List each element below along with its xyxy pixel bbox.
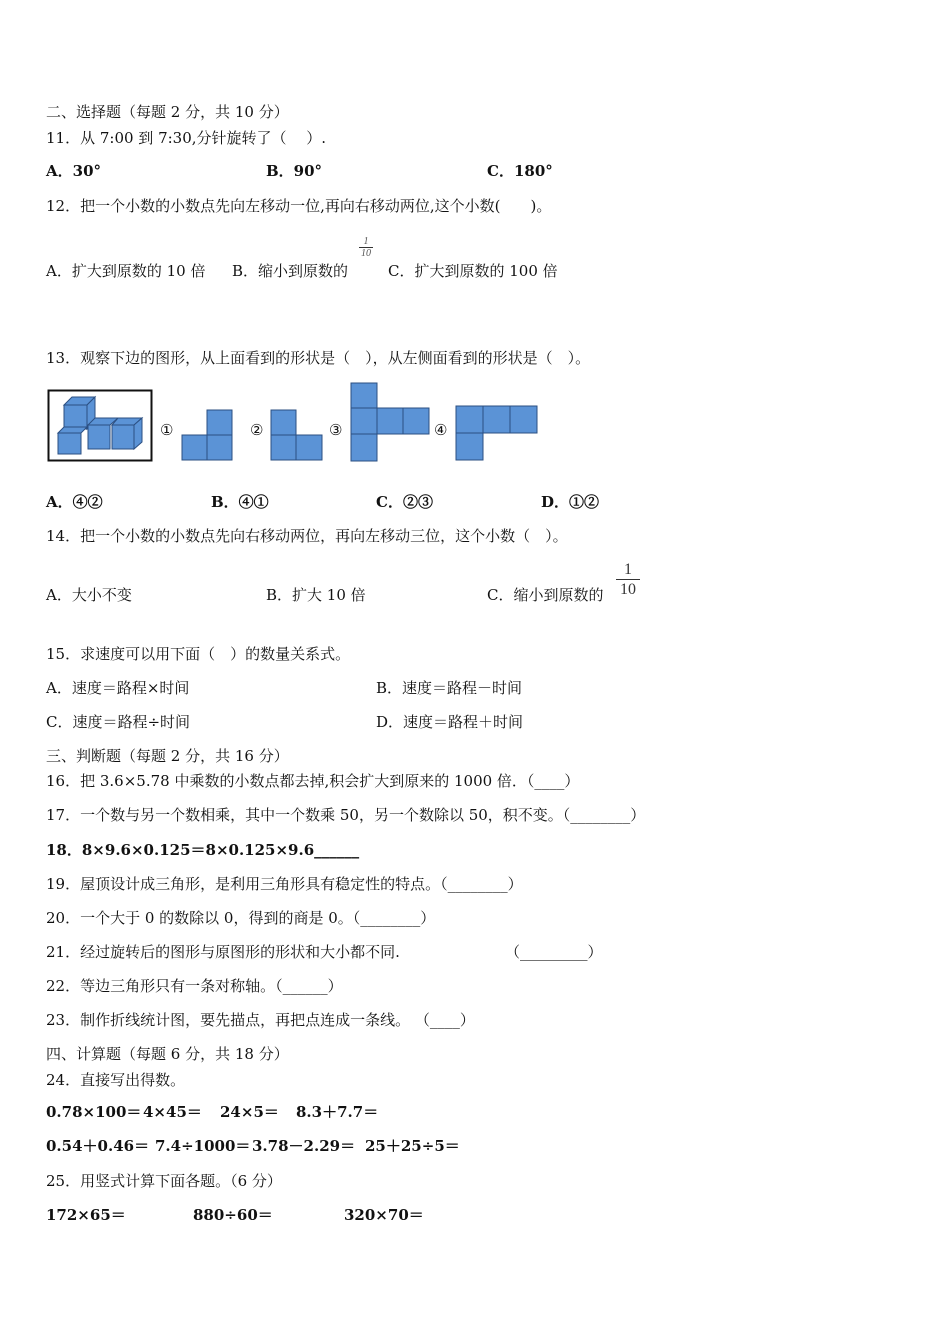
q24-item: 3.78－2.29＝ — [252, 1137, 356, 1155]
view-label-1: ① — [160, 421, 174, 439]
q23-statement: 23．制作折线统计图，要先描点，再把点连成一条线。 （____） — [46, 1011, 475, 1029]
view-shape-2 — [271, 410, 322, 460]
q22-statement: 22．等边三角形只有一条对称轴。（______） — [46, 977, 343, 995]
q24-item: 24×5＝ — [220, 1103, 279, 1121]
q11-option-c: C．180° — [487, 162, 553, 180]
q18-statement: 18．8×9.6×0.125＝8×0.125×9.6______ — [46, 841, 360, 859]
q24-stem: 24．直接写出得数。 — [46, 1071, 186, 1089]
q15-option-b: B．速度＝路程－时间 — [376, 679, 523, 697]
q17-statement: 17．一个数与另一个数相乘，其中一个数乘 50，另一个数除以 50，积不变。（________） — [46, 806, 646, 824]
q14-option-b: B．扩大 10 倍 — [266, 586, 366, 604]
q25-item: 172×65＝ — [46, 1206, 126, 1224]
section-3-heading: 三、判断题（每题 2 分，共 16 分） — [46, 747, 289, 765]
q25-item: 320×70＝ — [344, 1206, 424, 1224]
q14-option-a: A．大小不变 — [46, 586, 132, 604]
q14-fraction-denominator: 10 — [620, 581, 636, 598]
q11-option-b: B．90° — [266, 162, 323, 180]
q24-item: 0.78×100＝ — [46, 1103, 142, 1121]
q13-option-c: C．②③ — [376, 493, 433, 511]
q15-option-d: D．速度＝路程＋时间 — [376, 713, 524, 731]
q21-statement: 21．经过旋转后的图形与原图形的形状和大小都不同. — [46, 943, 400, 961]
q24-item: 25＋25÷5＝ — [365, 1137, 460, 1155]
q11-option-a: A．30° — [46, 162, 102, 180]
q24-item: 0.54＋0.46＝ — [46, 1137, 150, 1155]
q12-option-a: A．扩大到原数的 10 倍 — [46, 262, 206, 280]
section-4-heading: 四、计算题（每题 6 分，共 18 分） — [46, 1045, 289, 1063]
q14-option-c: C．缩小到原数的 — [487, 586, 604, 604]
q14-fraction-numerator: 1 — [624, 561, 632, 578]
q19-statement: 19．屋顶设计成三角形，是利用三角形具有稳定性的特点。（________） — [46, 875, 523, 893]
q20-statement: 20．一个大于 0 的数除以 0，得到的商是 0。（________） — [46, 909, 436, 927]
q24-item: 8.3＋7.7＝ — [296, 1103, 379, 1121]
q13-option-b: B．④① — [211, 493, 269, 511]
q12-option-b: B．缩小到原数的 — [232, 262, 349, 280]
q16-statement: 16．把 3.6×5.78 中乘数的小数点都去掉,积会扩大到原来的 1000 倍．（____） — [46, 772, 580, 790]
q11-stem: 11．从 7:00 到 7:30,分针旋转了（ ）. — [46, 129, 327, 147]
view-label-2: ② — [250, 421, 264, 439]
section-2-heading: 二、选择题（每题 2 分，共 10 分） — [46, 103, 289, 121]
q12-fraction-numerator: 1 — [363, 236, 369, 247]
q15-option-a: A．速度＝路程×时间 — [46, 679, 190, 697]
view-label-4: ④ — [434, 421, 448, 439]
q12-fraction-denominator: 10 — [361, 248, 371, 259]
q12-stem: 12．把一个小数的小数点先向左移动一位,再向右移动两位,这个小数( )。 — [46, 197, 552, 215]
q14-stem: 14．把一个小数的小数点先向右移动两位，再向左移动三位，这个小数（ ）。 — [46, 527, 568, 545]
q25-item: 880÷60＝ — [193, 1206, 273, 1224]
q15-option-c: C．速度＝路程÷时间 — [46, 713, 191, 731]
q25-stem: 25．用竖式计算下面各题。（6 分） — [46, 1172, 282, 1190]
q12-option-c: C．扩大到原数的 100 倍 — [388, 262, 558, 280]
cube-stack-figure — [49, 391, 152, 461]
view-shape-1 — [182, 410, 232, 460]
view-shape-4 — [456, 406, 537, 460]
q12-fraction — [359, 236, 373, 259]
q13-stem: 13．观察下边的图形，从上面看到的形状是（ ），从左侧面看到的形状是（ ）。 — [46, 349, 591, 367]
view-label-3: ③ — [329, 421, 343, 439]
q13-option-a: A．④② — [46, 493, 103, 511]
q13-figures — [46, 380, 546, 466]
q24-item: 7.4÷1000＝ — [155, 1137, 251, 1155]
q15-stem: 15．求速度可以用下面（ ）的数量关系式。 — [46, 645, 351, 663]
q24-item: 4×45＝ — [143, 1103, 202, 1121]
view-shape-3 — [351, 383, 429, 461]
q14-fraction — [616, 560, 640, 599]
q13-option-d: D．①② — [541, 493, 600, 511]
q21-answer-blank: （_________） — [505, 943, 603, 961]
